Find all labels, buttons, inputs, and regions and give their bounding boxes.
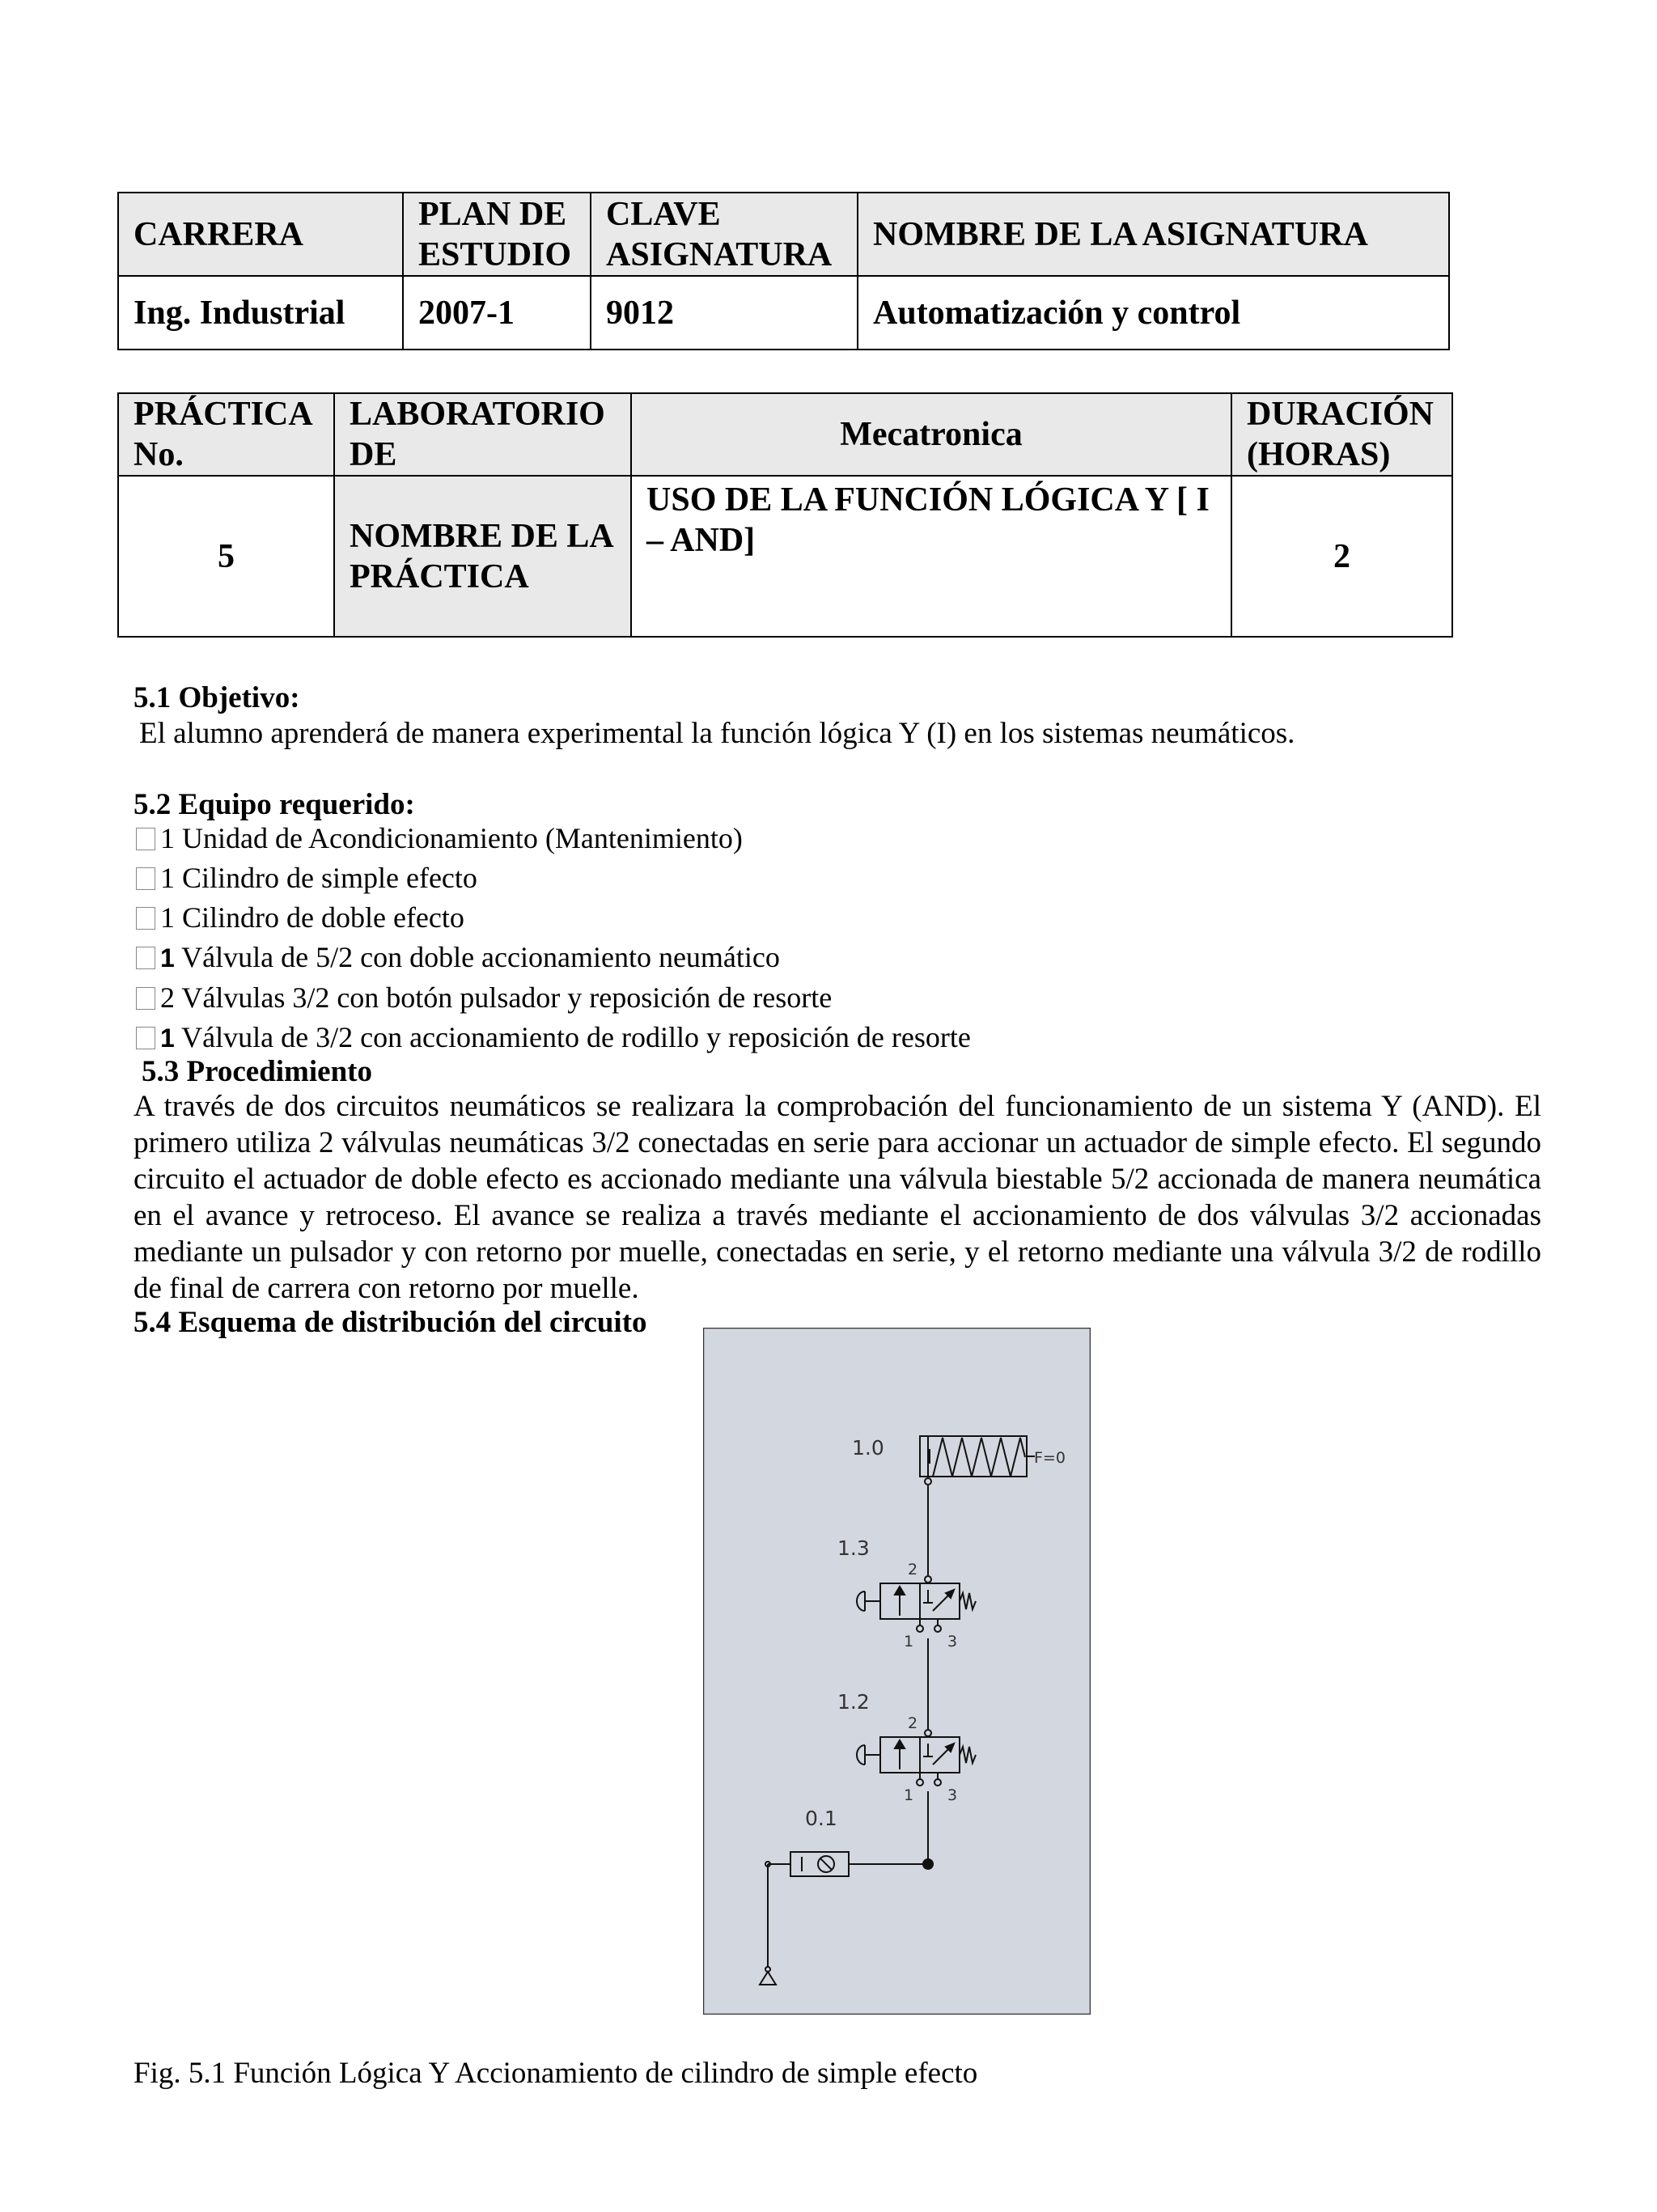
asignatura-value: Automatización y control [858, 276, 1449, 350]
checkbox-icon [136, 987, 155, 1010]
equipo-item: 1 Cilindro de simple efecto [136, 858, 1430, 898]
header-table [117, 192, 1450, 350]
port-1-label: 1 [904, 1786, 914, 1804]
objetivo-heading: 5.1 Objetivo: [133, 681, 300, 714]
port-2-label: 2 [908, 1561, 918, 1578]
figure-caption: Fig. 5.1 Función Lógica Y Accionamiento de cilindro de simple efecto [133, 2057, 978, 2090]
practica-label: PRÁCTICA No. [118, 393, 334, 476]
checkbox-icon [136, 828, 155, 850]
practica-value: 5 [118, 476, 334, 637]
clave-value: 9012 [591, 276, 858, 350]
checkbox-icon [136, 867, 155, 890]
port-2-label: 2 [908, 1714, 918, 1732]
diagram-background [704, 1328, 1091, 2015]
equipo-item: 1 Válvula de 3/2 con accionamiento de rodillo y reposición de resorte [136, 1018, 1430, 1058]
duracion-label: DURACIÓN (HORAS) [1231, 393, 1452, 476]
header-carrera-label: CARRERA [118, 193, 403, 276]
label-1-0: 1.0 [852, 1436, 884, 1460]
label-0-1: 0.1 [805, 1807, 837, 1830]
plan-value: 2007-1 [403, 276, 591, 350]
procedimiento-heading: 5.3 Procedimiento [142, 1055, 372, 1088]
laboratorio-value: Mecatronica [631, 393, 1231, 476]
checkbox-icon [136, 1027, 155, 1049]
equipo-item: 1 Unidad de Acondicionamiento (Mantenimiento) [136, 819, 1430, 858]
laboratorio-label: LABORATORIO DE [334, 393, 631, 476]
duracion-value: 2 [1231, 476, 1452, 637]
checkbox-icon [136, 907, 155, 930]
objetivo-text: El alumno aprenderá de manera experimental la función lógica Y (I) en los sistemas neumáticos. [139, 717, 1295, 750]
checkbox-icon [136, 947, 155, 969]
practice-table [117, 392, 1453, 638]
equipo-item: 1 Válvula de 5/2 con doble accionamiento neumático [136, 938, 1430, 978]
port-3-label: 3 [947, 1633, 958, 1651]
port-3-label: 3 [947, 1786, 958, 1804]
label-1-3: 1.3 [837, 1536, 870, 1560]
equipo-heading: 5.2 Equipo requerido: [133, 788, 415, 821]
header-nombre-label: NOMBRE DE LA ASIGNATURA [858, 193, 1449, 276]
label-1-2: 1.2 [837, 1690, 870, 1714]
esquema-heading: 5.4 Esquema de distribución del circuito [133, 1306, 647, 1339]
equipo-item: 2 Válvulas 3/2 con botón pulsador y reposición de resorte [136, 978, 1430, 1018]
header-clave-label: CLAVE ASIGNATURA [591, 193, 858, 276]
carrera-value: Ing. Industrial [118, 276, 403, 350]
header-plan-label: PLAN DE ESTUDIO [403, 193, 591, 276]
pneumatic-circuit-diagram [703, 1328, 1091, 2015]
procedimiento-text: A través de dos circuitos neumáticos se realizara la comprobación del funcionamiento de un sistema Y (AND). El primero utiliza 2 válvulas neumáticas 3/2 conectadas en serie para accionar un actuador de simple efecto. El segundo circuito el actuador de doble efecto es accionado mediante una válvula biestable 5/2 accionada de manera neumática en el avance y retroceso. El avance se realiza a través mediante el accionamiento de dos válvulas 3/2 accionadas mediante un pulsador y con retorno por muelle, conectadas en serie, y el retorno mediante una válvula 3/2 de rodillo de final de carrera con retorno por muelle. [133, 1090, 1541, 1305]
equipo-item: 1 Cilindro de doble efecto [136, 898, 1430, 938]
label-force: F=0 [1034, 1449, 1066, 1467]
nombre-practica-value: USO DE LA FUNCIÓN LÓGICA Y [ I – AND] [631, 476, 1231, 637]
equipo-list [136, 819, 1430, 1058]
nombre-practica-label: NOMBRE DE LA PRÁCTICA [334, 476, 631, 637]
port-1-label: 1 [904, 1633, 914, 1651]
